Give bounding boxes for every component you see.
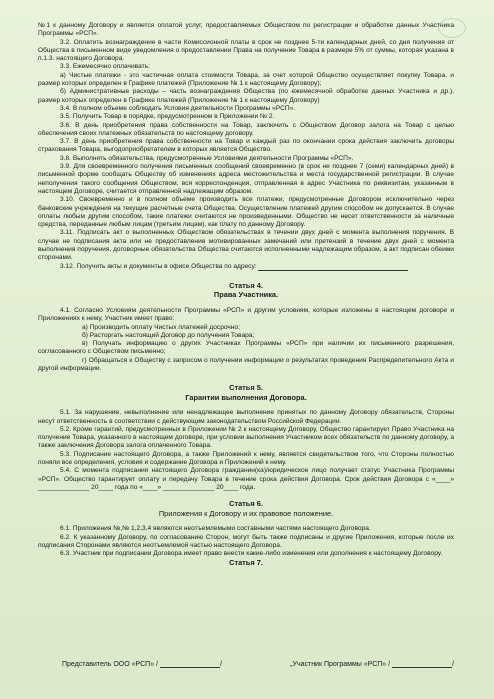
paragraph-4-1: 4.1. Согласно Условиям деятельности Программы «РСП» и другим условиям, которые изложены в настоящем договоре и Приложениях к нему, Участник имеет право: xyxy=(38,306,454,323)
paragraph-5-4: 5.4. С момента подписания настоящего Договора гражданин(ка)/юридическое лицо получает статус Участника Программы «РСП». Общество гарантирует оплату и передачу Товара в течение срока действия Договора. Срок действия Договора с «____» ______________ 20____ года по «____» ______________ 20____ года. xyxy=(38,467,454,491)
paragraph-3-3-a: а) Чистые платежи - это частичная оплата стоимости Товара, за счет которой Общество осуществляет покупку Товара, и размер которых определен в Графике платежей (Приложение № 1 к настоящему Договору); xyxy=(38,71,454,88)
paragraph-6-1: 6.1. Приложения №,№ 1,2,3,4 являются неотъемлемыми составными частями настоящего Договора. xyxy=(60,525,371,533)
paragraph-4-1-v: в) Получать информацию о других Участниках Программы «РСП» при наличии их письменного разрешения, согласованного с Обществом письменно; xyxy=(38,340,454,356)
article-5-title: Гарантии выполнения Договора. xyxy=(185,392,307,402)
article-7-number: Статья 7. xyxy=(229,558,263,568)
article-6-title: Приложения к Договору и их правовое положение. xyxy=(158,508,334,518)
signature-right-line xyxy=(392,660,452,668)
paragraph-4-1-a: а) Производить оплату Чистых платежей досрочно; xyxy=(82,323,240,331)
signature-left: Представитель ООО «РСП» / / xyxy=(62,661,222,668)
article-6-number: Статья 6. xyxy=(229,499,263,509)
paragraph-3-12: 3.12. Получить акты и документы в офисе Общества по адресу: xyxy=(38,263,454,271)
paragraph-3-5: 3.5. Получить Товар в порядке, предусмотренном в Приложении № 2. xyxy=(60,113,275,121)
paragraph-6-3: 6.3. Участник при подписании Договора имеет право внести какие-либо изменения или дополнения к настоящему Договору. xyxy=(60,550,443,558)
signature-right: „Участник Программы «РСП» / / xyxy=(290,661,454,668)
paragraph-6-2: 6.2. К указанному Договору, по согласованию Сторон, могут быть также подписаны и другие Приложения, которые после их подписания Сторонами являются неотъемлемой частью настоящего Договора. xyxy=(38,533,454,549)
paragraph-3-2: 3.2. Оплатить вознаграждение в части Комиссионной платы в срок не позднее 5-ти календарных дней, со дня получения от Общества в письменном виде уведомления о предоставлении Права на получение Товара в размере 5% от суммы, которая указана в п.1.3. настоящего Договора. xyxy=(38,38,454,63)
paragraph-4-1-g: г) Обращаться к Обществу с запросом о получении информации о результатах проведения Распределительного Акта и другой информации. xyxy=(38,356,454,372)
signature-row xyxy=(62,660,454,668)
paragraph-3-9: 3.9. Для своевременного получения письменных сообщений своевременно (в срок не позднее 7 (семи) календарных дней) в письменной форме сообщать Обществу об изменениях адреса местожительства и места государственной регистрации. В случае неполучения такого сообщения Обществом, вся корреспонденция, отправленная в адрес Участника по реквизитам, указанным в настоящем Договоре, считается отправленной надлежащим образом. xyxy=(38,163,454,195)
paragraph-3-3: 3.3. Ежемесячно оплачивать: xyxy=(60,63,150,71)
paragraph-3-8: 3.8. Выполнять обязательства, предусмотренные Условиями деятельности Программы «РСП». xyxy=(60,154,354,162)
paragraph-3-11: 3.11. Подписать акт о выполненных Обществом обязательствах в течении двух дней с момента выполнения поручения. В случае не подписания акта или не предоставления мотивированных замечаний или претензий в течение двух дней с момента выполнения поручения, договорные обязательства Общества считаются исполненными надлежащим образом, а акт подписан обеими сторонами. xyxy=(38,229,454,262)
signature-right-label: „Участник Программы «РСП» / xyxy=(290,661,391,668)
paragraph-3-7: 3.7. В день приобретения права собственности на Товар и каждый раз по окончании срока действия заключить договоры страхования Товара, выгодоприобретателем в которых является Общество. xyxy=(38,138,454,154)
paragraph-3-4: 3.4. В полном объеме соблюдать Условия деятельности Программы «РСП». xyxy=(60,104,296,112)
paragraph-5-3: 5.3. Подписание настоящего Договора, а также Приложений к нему, является свидетельством того, что Стороны полностью поняли все определения, условия и содержание Договора и Приложений к нему. xyxy=(38,450,454,467)
signature-left-line xyxy=(160,660,220,668)
address-blank xyxy=(258,263,408,271)
signature-left-label: Представитель ООО «РСП» / xyxy=(62,661,158,668)
paragraph-3-10: 3.10. Своевременно и в полном объеме производить все платежи, предусмотренные Договором исключительно через банковские учреждения на текущие расчетные счета Общества. Осуществление платежей другим способом не допускается. В случае оплаты любым другим способом, такие платежи считаются не произведенными. Общество не несет ответственности за наличные средства, переданные любым лицам (третьим лицам), как плату по данному Договору. xyxy=(38,196,454,229)
paragraph-4-1-b: б) Расторгать настоящий Договор до получения Товара; xyxy=(82,331,255,339)
paragraph-5-2: 5.2. Кроме гарантий, предусмотренных в Приложении № 2 к настоящему Договору, Общество гарантирует Право Участника на получение Товара, указанного в настоящем договоре, при условии выполнения Участником всех обязательств по данному договору, а также заключения Договора залога оплаченного Товара. xyxy=(38,425,454,450)
paragraph-3-6: 3.6. В день приобретения права собственности на Товар, заключить с Обществом Договор залога на Товар с целью обеспечения своих платежных обязательств по настоящему договору. xyxy=(38,121,454,137)
article-4-number: Статья 4. xyxy=(229,280,263,290)
paragraph-5-1: 5.1. За нарушение, невыполнение или ненадлежащее выполнение принятых по данному Договору обязательств, Стороны несут ответственность в соответствии с действующим законодательством Российской Федерации. xyxy=(38,409,454,425)
paragraph: №1 к данному Договору и является оплатой услуг, предоставляемых Обществом по регистрации и обработке данных Участника Программы «РСП». xyxy=(38,22,454,38)
article-5-number: Статья 5. xyxy=(229,383,263,393)
paragraph-3-3-b: б) Административные расходы – часть вознаграждения Общества (по ежемесячной обработке данных Участника и др.), размер которых определен в Графике платежей (Приложение № 1 к настоящему Договору) xyxy=(38,88,454,104)
article-4-title: Права Участника. xyxy=(213,290,279,300)
stamp-mark xyxy=(438,18,466,38)
